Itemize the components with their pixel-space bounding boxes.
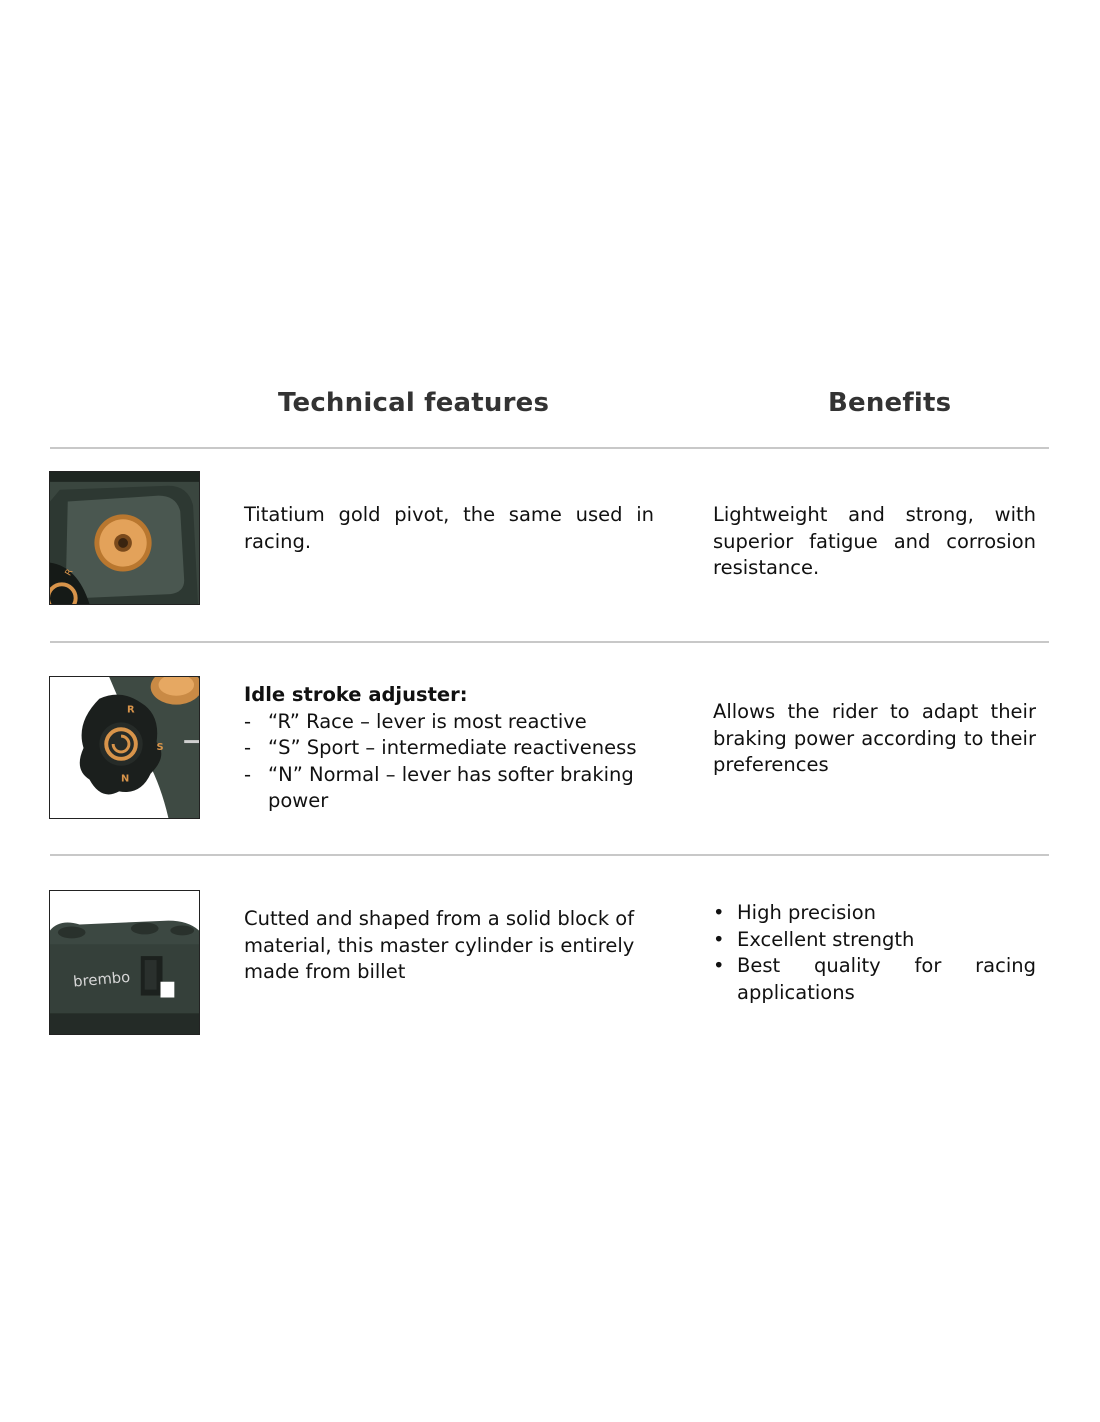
feature-text: Cutted and shaped from a solid block of material, this master cylinder is entirely made from billet xyxy=(244,907,635,983)
billet-master-cylinder-photo xyxy=(49,890,200,1035)
list-item: - “R” Race – lever is most reactive xyxy=(244,709,654,736)
list-item: • Excellent strength xyxy=(713,927,1036,954)
feature-block xyxy=(244,682,654,815)
svg-text:S: S xyxy=(156,741,164,753)
header-divider xyxy=(50,447,1049,449)
benefit-text: Lightweight and strong, with superior fatigue and corrosion resistance. xyxy=(713,503,1036,579)
svg-text:R: R xyxy=(126,704,135,716)
technical-features-header: Technical features xyxy=(278,388,550,418)
list-item: - “S” Sport – intermediate reactiveness xyxy=(244,735,654,762)
list-item: - “N” Normal – lever has softer braking power xyxy=(244,762,654,815)
row-divider xyxy=(50,641,1049,643)
benefits-header: Benefits xyxy=(828,388,952,418)
list-item: • Best quality for racing applications xyxy=(713,953,1036,1006)
row-divider xyxy=(50,854,1049,856)
titanium-pivot-photo xyxy=(49,471,200,605)
feature-title: Idle stroke adjuster: xyxy=(244,683,468,706)
idle-stroke-adjuster-photo xyxy=(49,676,200,819)
brand-logo-text: brembo xyxy=(72,968,131,991)
list-item: • High precision xyxy=(713,900,1036,927)
benefit-text: Allows the rider to adapt their braking power according to their preferences xyxy=(713,700,1036,776)
svg-text:R: R xyxy=(63,567,76,578)
benefit-bullet-list xyxy=(713,900,1036,1006)
adjuster-mode-list xyxy=(244,709,654,815)
feature-text: Titatium gold pivot, the same used in racing. xyxy=(244,503,654,553)
svg-text:N: N xyxy=(121,773,130,785)
